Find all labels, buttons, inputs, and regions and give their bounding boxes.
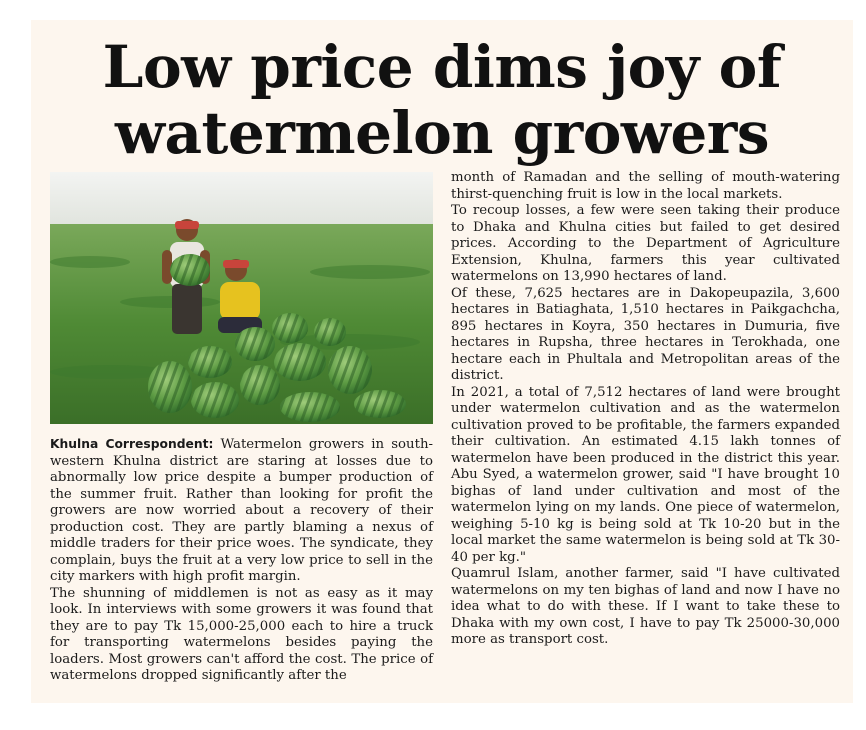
byline: Khulna Correspondent:: [50, 437, 214, 451]
paragraph: To recoup losses, a few were seen taking their produce to Dhaka and Khulna cities but failed to get desired prices. According to the Department of Agriculture Extension, Khulna, farmers this year cultivated watermelons on 13,990 hectares of land.: [451, 203, 840, 284]
headline-line-1: Low price dims joy of: [102, 33, 782, 101]
news-clipping: [31, 20, 853, 703]
paragraph: Quamrul Islam, another farmer, said "I have cultivated watermelons on my ten bighas of land and now I have no idea what to do with these. If I want to take these to Dhaka with my own cost, I have to pay Tk 25000-30,000 more as transport cost.: [451, 566, 840, 647]
paragraph: Khulna Correspondent: Watermelon growers in south-western Khulna district are staring at losses due to abnormally low price despite a bumper production of the summer fruit. Rather than looking for profit the growers are now worried about a recovery of their production cost. They are partly blaming a nexus of middle traders for their price woes. The syndicate, they complain, buys the fruit at a very low price to sell in the city markers with high profit margin.: [50, 437, 433, 584]
article-column-left: [50, 436, 433, 685]
paragraph: The shunning of middlemen is not as easy as it may look. In interviews with some growers it was found that they are to pay Tk 15,000-25,000 each to hire a truck for transporting watermelons besides paying the loaders. Most growers can't afford the cost. The price of watermelons dropped significantly after the: [50, 585, 433, 683]
headline: [31, 34, 853, 166]
photo-illustration: [50, 172, 433, 424]
headline-line-2: watermelon growers: [115, 99, 769, 167]
paragraph: In 2021, a total of 7,512 hectares of land were brought under watermelon cultivation and as the watermelon cultivation proved to be profitable, the farmers expanded their cultivation. An estimated 4.15 lakh tonnes of watermelon have been produced in the district this year. Abu Syed, a watermelon grower, said "I have brought 10 bighas of land under cultivation and most of the watermelon lying on my lands. One piece of watermelon, weighing 5-10 kg is being sold at Tk 10-20 but in the local market the same watermelon is being sold at Tk 30-40 per kg.": [451, 384, 840, 565]
paragraph: month of Ramadan and the selling of mouth-watering thirst-quenching fruit is low in the local markets.: [451, 170, 840, 202]
watermelon-field-photo: [50, 172, 433, 424]
article-column-right: [451, 170, 840, 649]
paragraph: Of these, 7,625 hectares are in Dakopeupazila, 3,600 hectares in Batiaghata, 1,510 hectares in Paikgachcha, 895 hectares in Koyra, 350 hectares in Dumuria, five hectares in Rupsha, three hectares in Terokhada, one hectare each in Phultala and Metropolitan areas of the district.: [451, 285, 840, 383]
